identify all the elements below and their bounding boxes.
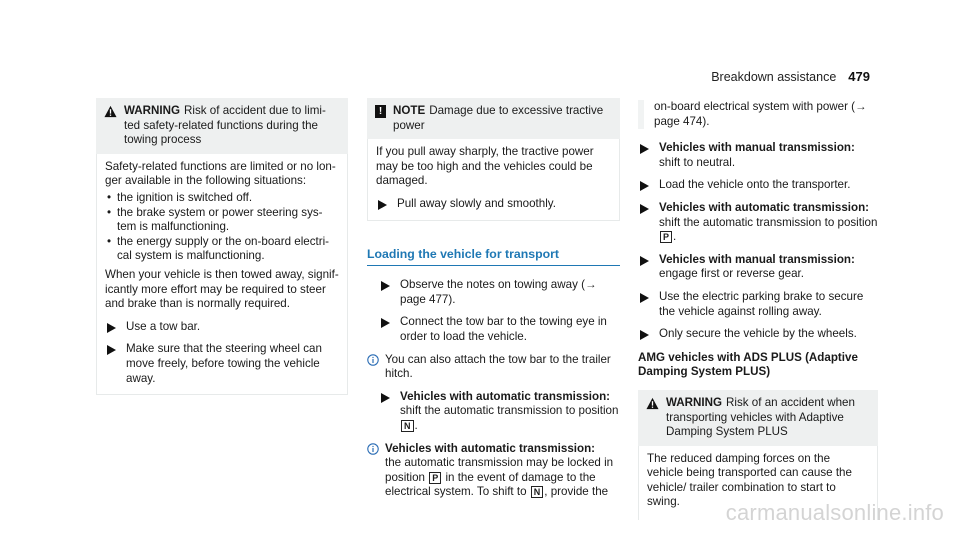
action-arrow-icon [105,322,117,334]
action-arrow-icon [638,292,650,304]
warning-intro: Risk of accident due to limi-ted safety-related functions during the towing process [124,104,326,147]
step-text: Vehicles with automatic transmission: shift the automatic transmission to position P . [659,200,878,244]
step-text: Use a tow bar. [126,319,201,333]
info-note [367,442,620,500]
info-icon [367,443,379,455]
warning-header [96,98,348,154]
warning-paragraph-1: Safety-related functions are limited or no lon-ger available in the following situations: [105,159,336,188]
warning-heading-text [666,396,870,440]
warning-intro: Risk of an accident when transporting vehicles with Adaptive Damping System PLUS [666,395,855,439]
note-body [367,139,620,220]
action-arrow-icon [638,203,650,215]
action-arrow-icon [376,199,388,211]
continued-paragraph: on-board electrical system with power (→ page 474). [654,100,867,128]
warning-body [96,154,348,395]
action-step [367,315,620,344]
action-arrow-icon [379,280,391,292]
gear-key-p: P [660,231,672,243]
gear-key-n: N [401,420,414,432]
exclamation-note-icon: ! [375,105,386,118]
note-header [367,98,620,139]
bullet-item: • the brake system or power steering sys-tem is malfunctioning. [105,206,339,235]
info-text [385,442,620,500]
warning-paragraph: The reduced damping forces on the vehicle being transported can cause the vehicle/ trailer combination to start to swing. [647,451,852,509]
info-condition: Vehicles with automatic transmission: [385,441,596,455]
warning-box-towing [96,98,348,395]
step-condition: Vehicles with manual transmission: [659,252,855,266]
action-arrow-icon [638,255,650,267]
column-3 [638,100,878,520]
action-arrow-icon [379,392,391,404]
step-condition: Vehicles with automatic transmission: [659,200,870,214]
section-title: Breakdown assistance [711,70,837,84]
info-text-part: the automatic transmission may be locked in position [385,456,614,484]
action-step [105,342,339,386]
warning-title: WARNING [666,395,723,409]
amg-subheading: AMG vehicles with ADS PLUS (Adaptive Damping System PLUS) [638,350,858,379]
step-instruction: shift the automatic transmission to position [400,404,619,418]
warning-heading-text [124,104,340,148]
step-instruction: engage first or reverse gear. [659,267,805,281]
action-step [638,178,878,193]
warning-paragraph-2: When your vehicle is then towed away, signif-icantly more effort may be required to steer and brake than is normally required. [105,267,339,311]
section-heading-loading: Loading the vehicle for transport [367,247,620,267]
warning-bullet-list [105,191,339,264]
warning-title: WARNING [124,104,181,117]
continued-text [638,100,878,129]
step-text: Pull away slowly and smoothly. [397,196,556,210]
info-note [367,353,620,382]
action-step [638,201,878,245]
info-text-part: in the event of damage to the electrical system. To shift to [385,470,596,499]
gear-key-p: P [429,472,441,484]
action-step [638,290,878,319]
info-text: You can also attach the tow bar to the trailer hitch. [385,352,611,381]
gear-key-n: N [531,486,544,498]
step-text [659,141,878,170]
action-step [638,141,878,170]
info-text-part: , provide the [544,485,609,499]
step-text: Vehicles with automatic transmission: shift the automatic transmission to position N . [400,389,619,432]
action-arrow-icon [379,317,391,329]
warning-header [638,390,878,446]
action-arrow-icon [638,180,650,192]
watermark: carmanualsonline.info [725,500,944,526]
step-condition: Vehicles with automatic transmission: [400,389,611,403]
bullet-item: • the energy supply or the on-board electri-cal system is malfunctioning. [105,235,339,264]
action-step [638,327,878,342]
step-text [659,253,878,282]
action-arrow-icon [638,143,650,155]
step-instruction: shift to neutral. [659,155,736,169]
action-arrow-icon [105,344,117,356]
step-text: Connect the tow bar to the towing eye in order to load the vehicle. [400,315,607,343]
action-step [638,253,878,282]
action-step [367,390,620,434]
action-step [105,320,339,335]
note-title: NOTE [393,104,426,117]
step-text: Use the electric parking brake to secure the vehicle against rolling away. [659,289,864,318]
note-heading-text [393,104,612,133]
note-box-damage [367,98,620,221]
note-intro: Damage due to excessive tractive power [393,104,604,132]
action-step [376,197,611,212]
step-text: Make sure that the steering wheel can move freely, before towing the vehicle away. [126,342,322,385]
warning-triangle-icon [104,105,117,118]
column-1 [96,98,348,395]
step-text: Only secure the vehicle by the wheels. [659,327,857,341]
page-header [711,70,870,85]
warning-triangle-icon [646,397,659,410]
page-number: 479 [848,69,870,84]
action-arrow-icon [638,329,650,341]
note-paragraph: If you pull away sharply, the tractive power may be too high and the vehicles could be damaged. [376,145,594,188]
column-2 [367,98,620,500]
action-step [367,278,620,307]
step-text: Observe the notes on towing away (→ page 477). [400,278,597,306]
step-instruction: shift the automatic transmission to position [659,215,878,229]
step-text: Load the vehicle onto the transporter. [659,178,851,192]
info-icon [367,354,379,366]
step-condition: Vehicles with manual transmission: [659,141,855,155]
bullet-item: • the ignition is switched off. [105,191,339,206]
